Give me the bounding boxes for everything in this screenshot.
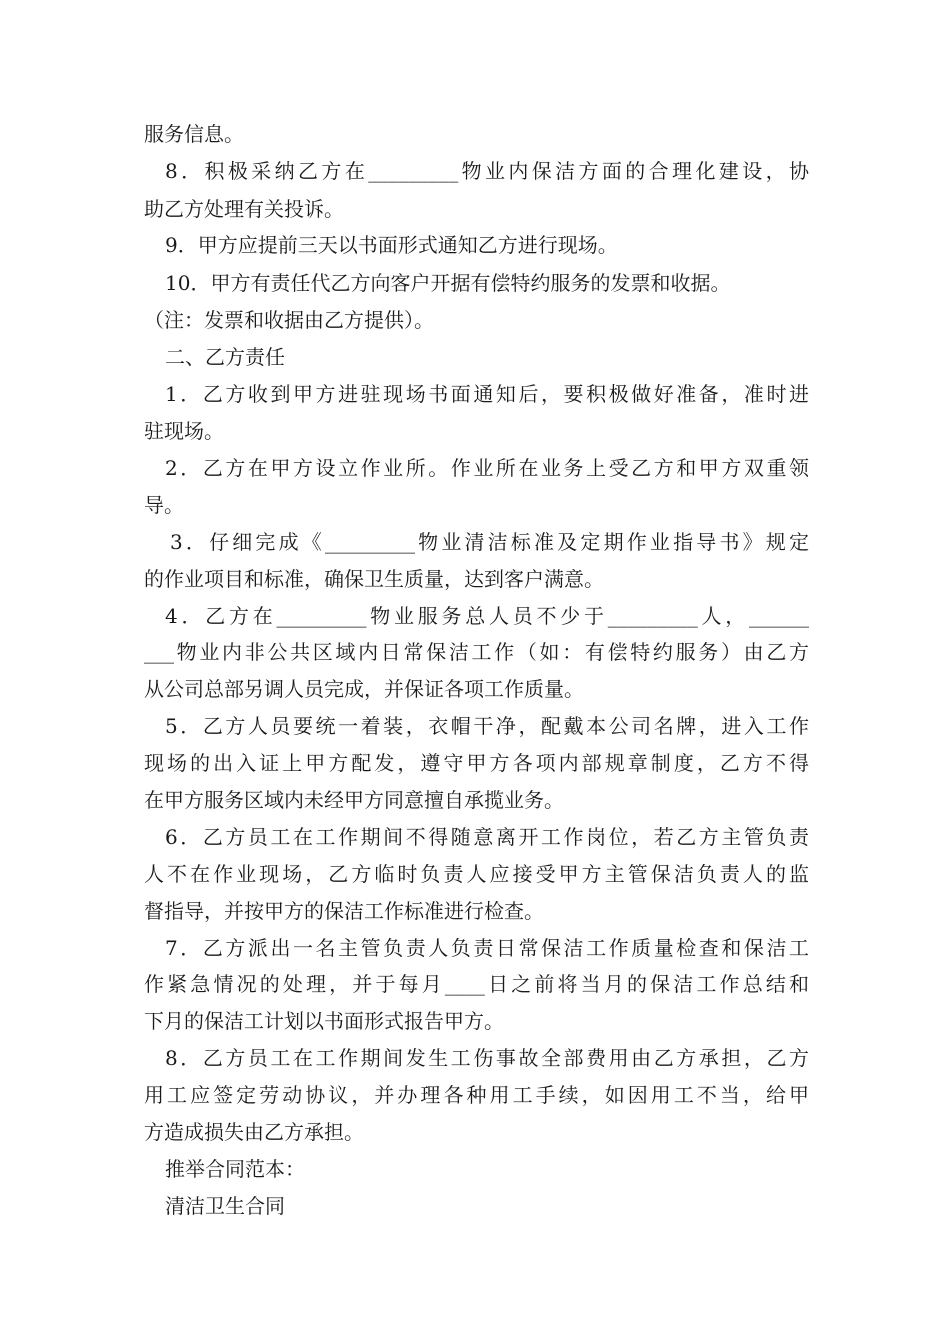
paragraph-line: 的作业项目和标准，确保卫生质量，达到客户满意。 [144, 567, 604, 591]
paragraph-line: 6．乙方员工在工作期间不得随意离开工作岗位，若乙方主管负责 [165, 825, 809, 849]
paragraph-line: 督指导，并按甲方的保洁工作标准进行检查。 [144, 899, 544, 923]
paragraph-line: 8．乙方员工在工作期间发生工伤事故全部费用由乙方承担，乙方 [165, 1046, 809, 1070]
paragraph-line: 3．仔细完成《_________物业清洁标准及定期作业指导书》规定 [170, 530, 809, 554]
paragraph-line: （注：发票和收据由乙方提供）。 [144, 308, 434, 332]
paragraph-line: 用工应签定劳动协议，并办理各种用工手续，如因用工不当，给甲 [144, 1083, 809, 1107]
paragraph-line: 10．甲方有责任代乙方向客户开据有偿特约服务的发票和收据。 [165, 271, 731, 295]
paragraph-line: 方造成损失由乙方承担。 [144, 1120, 364, 1144]
paragraph-line: 2．乙方在甲方设立作业所。作业所在业务上受乙方和甲方双重领 [165, 456, 809, 480]
paragraph-line: 7．乙方派出一名主管负责人负责日常保洁工作质量检查和保洁工 [165, 936, 809, 960]
paragraph-line: 清洁卫生合同 [165, 1194, 285, 1218]
paragraph-line: 1．乙方收到甲方进驻现场书面通知后，要积极做好准备，准时进 [165, 382, 809, 406]
paragraph-line: 驻现场。 [144, 419, 224, 443]
paragraph-line: 5．乙方人员要统一着装，衣帽干净，配戴本公司名牌，进入工作 [165, 714, 809, 738]
paragraph-line: 人不在作业现场，乙方临时负责人应接受甲方主管保洁负责人的监 [144, 862, 809, 886]
paragraph-line: 推举合同范本： [165, 1157, 305, 1181]
paragraph-line: 从公司总部另调人员完成，并保证各项工作质量。 [144, 677, 584, 701]
paragraph-line: 作紧急情况的处理，并于每月____日之前将当月的保洁工作总结和 [144, 972, 809, 996]
paragraph-line: 下月的保洁工计划以书面形式报告甲方。 [144, 1009, 504, 1033]
paragraph-line: 9．甲方应提前三天以书面形式通知乙方进行现场。 [165, 233, 618, 257]
paragraph-line: 服务信息。 [144, 122, 244, 146]
paragraph-line: 4．乙方在_________物业服务总人员不少于_________人，______ [165, 604, 809, 628]
paragraph-line: ___物业内非公共区域内日常保洁工作（如：有偿特约服务）由乙方 [144, 640, 809, 664]
paragraph-line: 导。 [144, 493, 184, 517]
paragraph-line: 在甲方服务区域内未经甲方同意擅自承揽业务。 [144, 788, 564, 812]
section-heading: 二、乙方责任 [165, 345, 285, 369]
paragraph-line: 助乙方处理有关投诉。 [144, 197, 344, 221]
paragraph-line: 8．积极采纳乙方在_________物业内保洁方面的合理化建设，协 [165, 159, 809, 183]
paragraph-line: 现场的出入证上甲方配发，遵守甲方各项内部规章制度，乙方不得 [144, 751, 809, 775]
